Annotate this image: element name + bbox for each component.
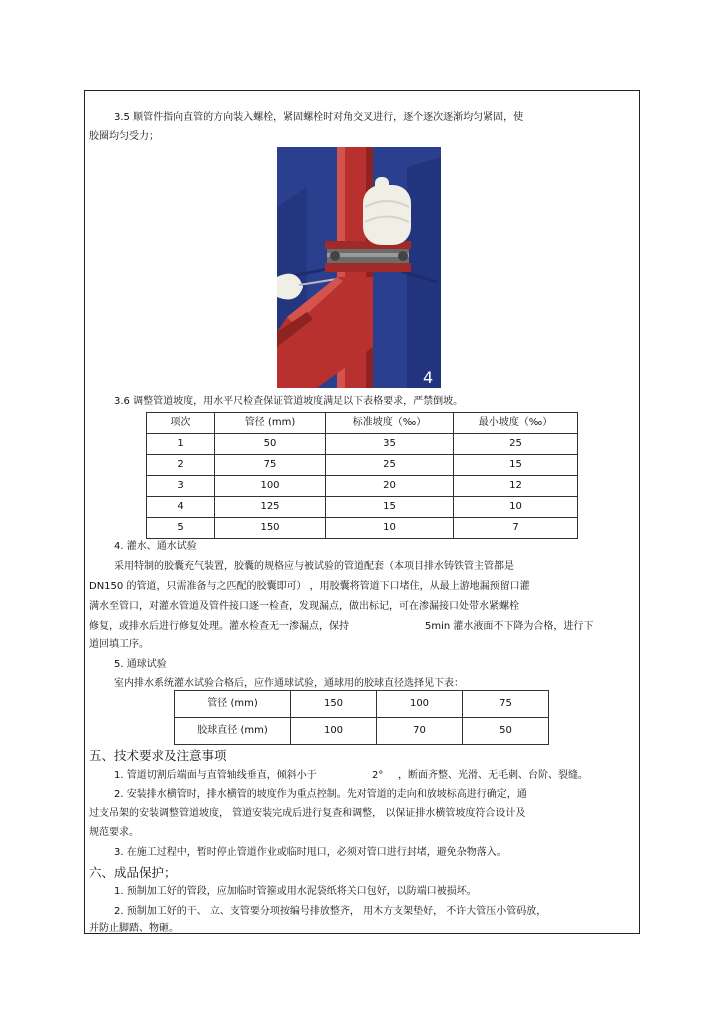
table-cell: 150 (291, 691, 377, 718)
section-3-5-line2: 胶圈均匀受力； (89, 131, 159, 142)
table-cell: 25 (454, 434, 578, 455)
section-4-title: 4. 灌水、通水试验 (114, 541, 197, 552)
table-cell: 70 (377, 718, 463, 745)
header-cell: 标准坡度（‰） (326, 413, 454, 434)
header-cell: 最小坡度（‰） (454, 413, 578, 434)
slope-table-header (147, 413, 578, 434)
table-cell: 20 (326, 476, 454, 497)
table-row (147, 476, 578, 497)
header-cell: 项次 (147, 413, 215, 434)
section-5-line1: 室内排水系统灌水试验合格后，应作通球试验，通球用的胶球直径选择见下表： (114, 678, 464, 689)
table-row (147, 455, 578, 476)
table-cell: 150 (215, 518, 326, 539)
tech-item2c: 规范要求。 (89, 827, 139, 838)
tech-item1a: 1. 管道切割后端面与直管轴线垂直，倾斜小于 (114, 770, 317, 781)
table-cell: 100 (215, 476, 326, 497)
section-4-line4b: 5min 灌水液面不下降为合格，进行下 (425, 621, 594, 632)
table-row (175, 691, 549, 718)
table-row (175, 718, 549, 745)
table-cell: 12 (454, 476, 578, 497)
protect-item2a: 2. 预制加工好的干、 立、支管要分项按编号排放整齐， 用木方支架垫好， 不许大管压小管码放， (114, 906, 547, 917)
tech-item2b: 过支吊架的安装调整管道坡度， 管道安装完成后进行复查和调整， 以保证排水横管坡度符合设计及 (89, 808, 526, 819)
table-cell: 25 (326, 455, 454, 476)
pipe-installation-photo (277, 147, 441, 388)
section-3-5-line1: 3.5 顺管件指向直管的方向装入螺栓，紧固螺栓时对角交叉进行，逐个逐次逐渐均匀紧固，使 (114, 112, 524, 123)
table-cell: 胶球直径 (mm) (175, 718, 291, 745)
table-cell: 125 (215, 497, 326, 518)
section-4-line1: 采用特制的胶囊充气装置，胶囊的规格应与被试验的管道配套（本项目排水铸铁管主管都是 (114, 561, 514, 572)
table-cell: 2 (147, 455, 215, 476)
table-cell: 10 (326, 518, 454, 539)
table-cell: 75 (463, 691, 549, 718)
section-4-line3: 满水至管口，对灌水管道及管件接口逐一检查，发现漏点，做出标记，可在渗漏接口处带水紧螺栓 (89, 601, 519, 612)
table-cell: 5 (147, 518, 215, 539)
photo-caption: 4 (423, 368, 434, 387)
table-row (147, 518, 578, 539)
section-4-line5: 道回填工序。 (89, 639, 149, 650)
table-cell: 100 (377, 691, 463, 718)
section-3-6-text: 3.6 调整管道坡度，用水平尺检查保证管道坡度满足以下表格要求，严禁倒坡。 (114, 396, 464, 407)
header-cell: 管径 (mm) (215, 413, 326, 434)
heading-6: 六、成品保护； (89, 865, 177, 880)
tech-item3: 3. 在施工过程中，暂时停止管道作业或临时甩口，必须对管口进行封堵，避免杂物落入。 (114, 847, 507, 858)
table-cell: 管径 (mm) (175, 691, 291, 718)
ball-table (174, 690, 549, 745)
section-4-line2: DN150 的管道，只需准备与之匹配的胶囊即可） ，用胶囊将管道下口堵住，从最上游地漏预留口灌 (89, 581, 530, 592)
table-cell: 7 (454, 518, 578, 539)
table-cell: 35 (326, 434, 454, 455)
table-cell: 3 (147, 476, 215, 497)
table-cell: 100 (291, 718, 377, 745)
table-cell: 50 (215, 434, 326, 455)
tech-item1b: 2° (372, 770, 384, 781)
table-cell: 4 (147, 497, 215, 518)
section-4-line4a: 修复，或排水后进行修复处理。灌水检查无一渗漏点，保持 (89, 621, 349, 632)
heading-5: 五、技术要求及注意事项 (89, 748, 227, 763)
protect-item2b: 并防止脚踏、物砸。 (89, 923, 179, 934)
table-cell: 1 (147, 434, 215, 455)
tech-item1c: ，断面齐整、光滑、无毛刺、台阶、裂缝。 (398, 770, 588, 781)
protect-item1: 1. 预制加工好的管段，应加临时管箍或用水泥袋纸将关口包好，以防端口被损坏。 (114, 886, 477, 897)
table-row (147, 497, 578, 518)
table-cell: 15 (454, 455, 578, 476)
section-5-title: 5. 通球试验 (114, 659, 167, 670)
table-cell: 15 (326, 497, 454, 518)
tech-item2a: 2. 安装排水横管时，排水横管的坡度作为重点控制。先对管道的走向和放坡标高进行确定，通 (114, 789, 527, 800)
table-row (147, 434, 578, 455)
table-cell: 75 (215, 455, 326, 476)
table-cell: 50 (463, 718, 549, 745)
table-cell: 10 (454, 497, 578, 518)
slope-table (146, 412, 578, 539)
